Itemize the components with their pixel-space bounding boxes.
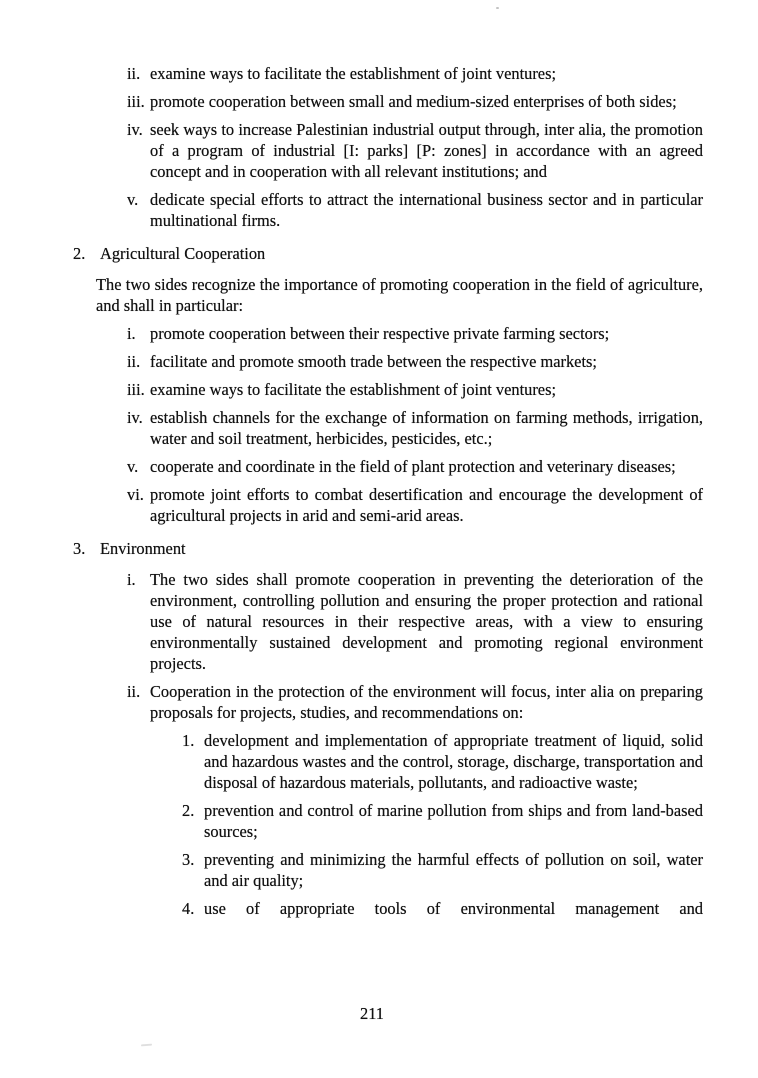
sublist-item-marker: 2. bbox=[182, 801, 195, 820]
list-item-marker: ii. bbox=[127, 352, 141, 371]
list-item-marker: vi. bbox=[127, 485, 144, 504]
list-item-text: promote joint efforts to combat desertification and encourage the development of agricultural projects in arid and semi-arid areas. bbox=[150, 485, 703, 525]
list-item-text: The two sides shall promote cooperation in preventing the deterioration of the environment, controlling pollution and ensuring the proper protection and rational use of natural resources in their respective areas, with a view to ensuring environmentally sustained development and promoting regional environment projects. bbox=[150, 570, 703, 673]
sublist-item-marker: 1. bbox=[182, 731, 195, 750]
list-item-text: promote cooperation between small and medium-sized enterprises of both sides; bbox=[150, 92, 677, 111]
sublist-item-text: development and implementation of appropriate treatment of liquid, solid and hazardous wastes and the control, storage, discharge, transportation and disposal of hazardous materials, pollutants, and radioactive waste; bbox=[204, 731, 703, 792]
list-item bbox=[75, 484, 703, 526]
section-intro-paragraph: The two sides recognize the importance of promoting cooperation in the field of agriculture, and shall in particular: bbox=[96, 275, 703, 315]
sublist-item bbox=[75, 730, 703, 793]
section-number: 2. bbox=[73, 244, 86, 263]
document-body bbox=[75, 63, 703, 926]
list-item bbox=[75, 189, 703, 231]
list-item-marker: iii. bbox=[127, 380, 145, 399]
sublist-item-text: use of appropriate tools of environmental management and bbox=[204, 899, 703, 918]
list-item-marker: ii. bbox=[127, 64, 141, 83]
section-number: 3. bbox=[73, 539, 86, 558]
sublist-item-marker: 4. bbox=[182, 899, 195, 918]
sublist-item bbox=[75, 898, 703, 919]
list-item bbox=[75, 456, 703, 477]
page-number: 211 bbox=[360, 1004, 384, 1023]
list-item-marker: iv. bbox=[127, 408, 143, 427]
list-item-marker: iii. bbox=[127, 92, 145, 111]
list-item-text: dedicate special efforts to attract the international business sector and in particular multinational firms. bbox=[150, 190, 703, 230]
scan-artifact-smudge bbox=[141, 1044, 152, 1047]
section-title: Agricultural Cooperation bbox=[100, 244, 266, 263]
list-item bbox=[75, 323, 703, 344]
list-item-text: seek ways to increase Palestinian industrial output through, inter alia, the promotion of a program of industrial [I: parks] [P: zones] in accordance with an agreed concept and in cooperation with all relevant institutions; and bbox=[150, 120, 703, 181]
list-item bbox=[75, 63, 703, 84]
section-heading-agricultural-cooperation bbox=[75, 243, 703, 264]
list-item-text: facilitate and promote smooth trade between the respective markets; bbox=[150, 352, 597, 371]
list-item-text: examine ways to facilitate the establishment of joint ventures; bbox=[150, 380, 557, 399]
list-item bbox=[75, 119, 703, 182]
list-item bbox=[75, 681, 703, 723]
sublist-item bbox=[75, 849, 703, 891]
section-heading-environment bbox=[75, 538, 703, 559]
list-item bbox=[75, 91, 703, 112]
scan-artifact-dot bbox=[496, 7, 499, 9]
list-item-text: Cooperation in the protection of the environment will focus, inter alia on preparing proposals for projects, studies, and recommendations on: bbox=[150, 682, 703, 722]
list-item-marker: i. bbox=[127, 570, 136, 589]
list-item bbox=[75, 407, 703, 449]
list-item-text: establish channels for the exchange of information on farming methods, irrigation, water and soil treatment, herbicides, pesticides, etc.; bbox=[150, 408, 703, 448]
list-item bbox=[75, 351, 703, 372]
list-item bbox=[75, 569, 703, 674]
list-item-marker: iv. bbox=[127, 120, 143, 139]
list-item-marker: v. bbox=[127, 457, 139, 476]
list-item bbox=[75, 379, 703, 400]
list-item-text: cooperate and coordinate in the field of plant protection and veterinary diseases; bbox=[150, 457, 676, 476]
sublist-item-marker: 3. bbox=[182, 850, 195, 869]
list-item-text: examine ways to facilitate the establishment of joint ventures; bbox=[150, 64, 557, 83]
list-item-marker: i. bbox=[127, 324, 136, 343]
list-item-marker: ii. bbox=[127, 682, 141, 701]
sublist-item bbox=[75, 800, 703, 842]
list-item-text: promote cooperation between their respective private farming sectors; bbox=[150, 324, 610, 343]
list-item-marker: v. bbox=[127, 190, 139, 209]
section-title: Environment bbox=[100, 539, 186, 558]
sublist-item-text: preventing and minimizing the harmful effects of pollution on soil, water and air quality; bbox=[204, 850, 703, 890]
sublist-item-text: prevention and control of marine pollution from ships and from land-based sources; bbox=[204, 801, 703, 841]
